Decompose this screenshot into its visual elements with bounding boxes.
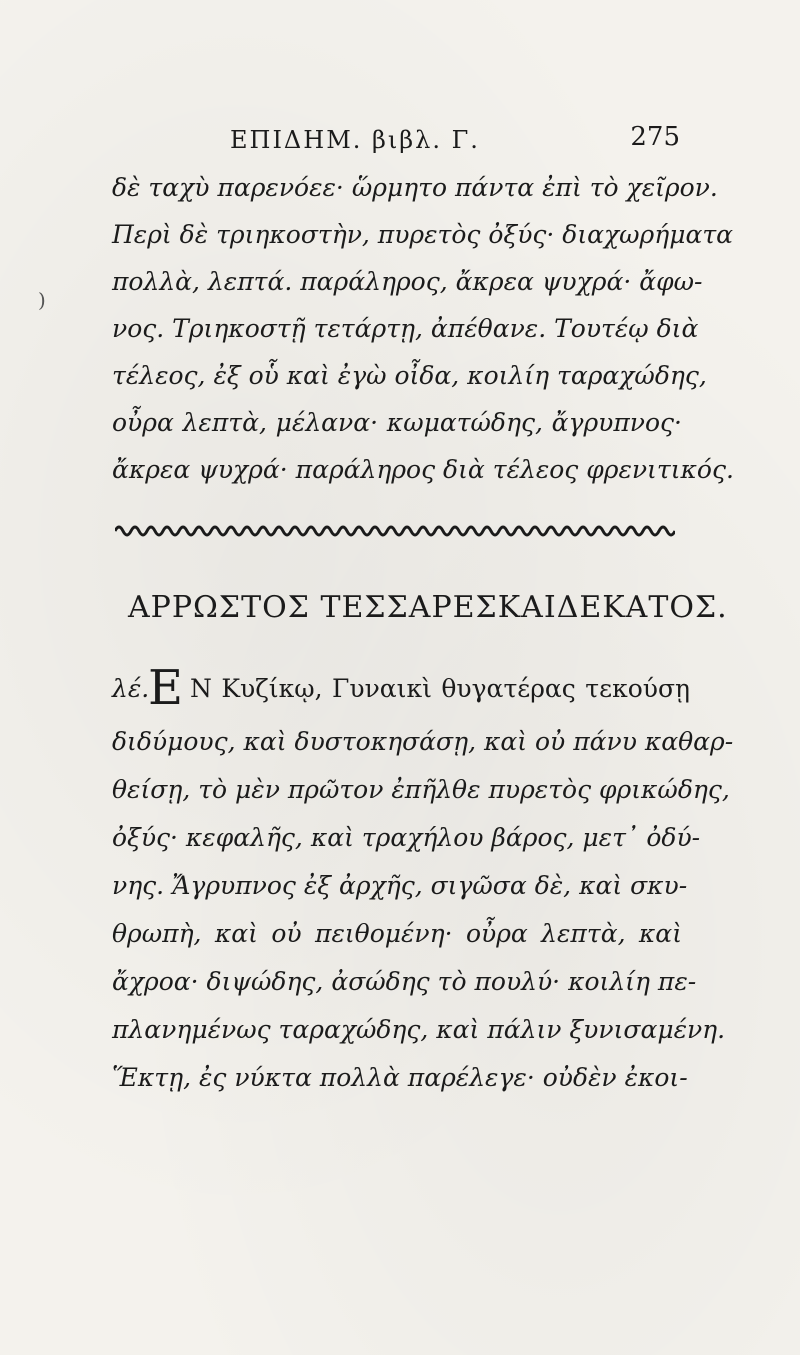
section-heading: ΑΡΡΩΣΤΟΣ ΤΕΣΣΑΡΕΣΚΑΙΔΕΚΑΤΟΣ.	[128, 590, 728, 625]
text-line: θείσῃ, τὸ μὲν πρῶτον ἐπῆλθε πυρετὸς φρικώδης,	[112, 775, 730, 804]
ornament-rule	[115, 521, 675, 541]
margin-mark: )	[38, 288, 46, 312]
text-line: Ἕκτῃ, ἐς νύκτα πολλὰ παρέλεγε· οὐδὲν ἐκοι-	[112, 1063, 688, 1092]
drop-cap: Ε	[148, 660, 184, 716]
text-line: πλανημένως ταραχώδης, καὶ πάλιν ξυνισαμένη.	[112, 1015, 726, 1044]
page-number: 275	[630, 122, 680, 152]
text-line: Περὶ δὲ τριηκοστὴν, πυρετὸς ὀξύς· διαχωρήματα	[112, 220, 734, 249]
text-line: νος. Τριηκοστῇ τετάρτῃ, ἀπέθανε. Τουτέῳ διὰ	[112, 314, 699, 343]
text-line: διδύμους, καὶ δυστοκησάσῃ, καὶ οὐ πάνυ καθαρ-	[112, 727, 734, 756]
text-line: νης. Ἄγρυπνος ἐξ ἀρχῆς, σιγῶσα δὲ, καὶ σκυ-	[112, 871, 688, 900]
text-line: θρωπὴ, καὶ οὐ πειθομένη· οὖρα λεπτὰ, καὶ	[112, 919, 682, 948]
text-line: ἄκρεα ψυχρά· παράληρος διὰ τέλεος φρενιτικός.	[112, 455, 734, 484]
text-line: πολλὰ, λεπτά. παράληρος, ἄκρεα ψυχρά· ἄφω-	[112, 267, 703, 296]
first-line	[112, 660, 712, 716]
case-number: λέ.	[112, 674, 150, 703]
running-head	[230, 120, 700, 160]
text-line: δὲ ταχὺ παρενόεε· ὥρμητο πάντα ἐπὶ τὸ χεῖρον.	[112, 173, 718, 202]
running-head-title: ΕΠΙΔΗΜ. βιβλ. Γ.	[230, 126, 480, 154]
text-line: ἄχροα· διψώδης, ἀσώδης τὸ πουλύ· κοιλίη πε-	[112, 967, 697, 996]
text-line: ὀξύς· κεφαλῆς, καὶ τραχήλου βάρος, μετ᾽ ὀδύ-	[112, 823, 701, 852]
text-line: οὖρα λεπτὰ, μέλανα· κωματώδης, ἄγρυπνος·	[112, 408, 682, 437]
text-line: τέλεος, ἐξ οὗ καὶ ἐγὼ οἶδα, κοιλίη ταραχώδης,	[112, 361, 707, 390]
first-line-text: Ν Κυζίκῳ, Γυναικὶ θυγατέρας τεκούσῃ	[190, 674, 690, 703]
